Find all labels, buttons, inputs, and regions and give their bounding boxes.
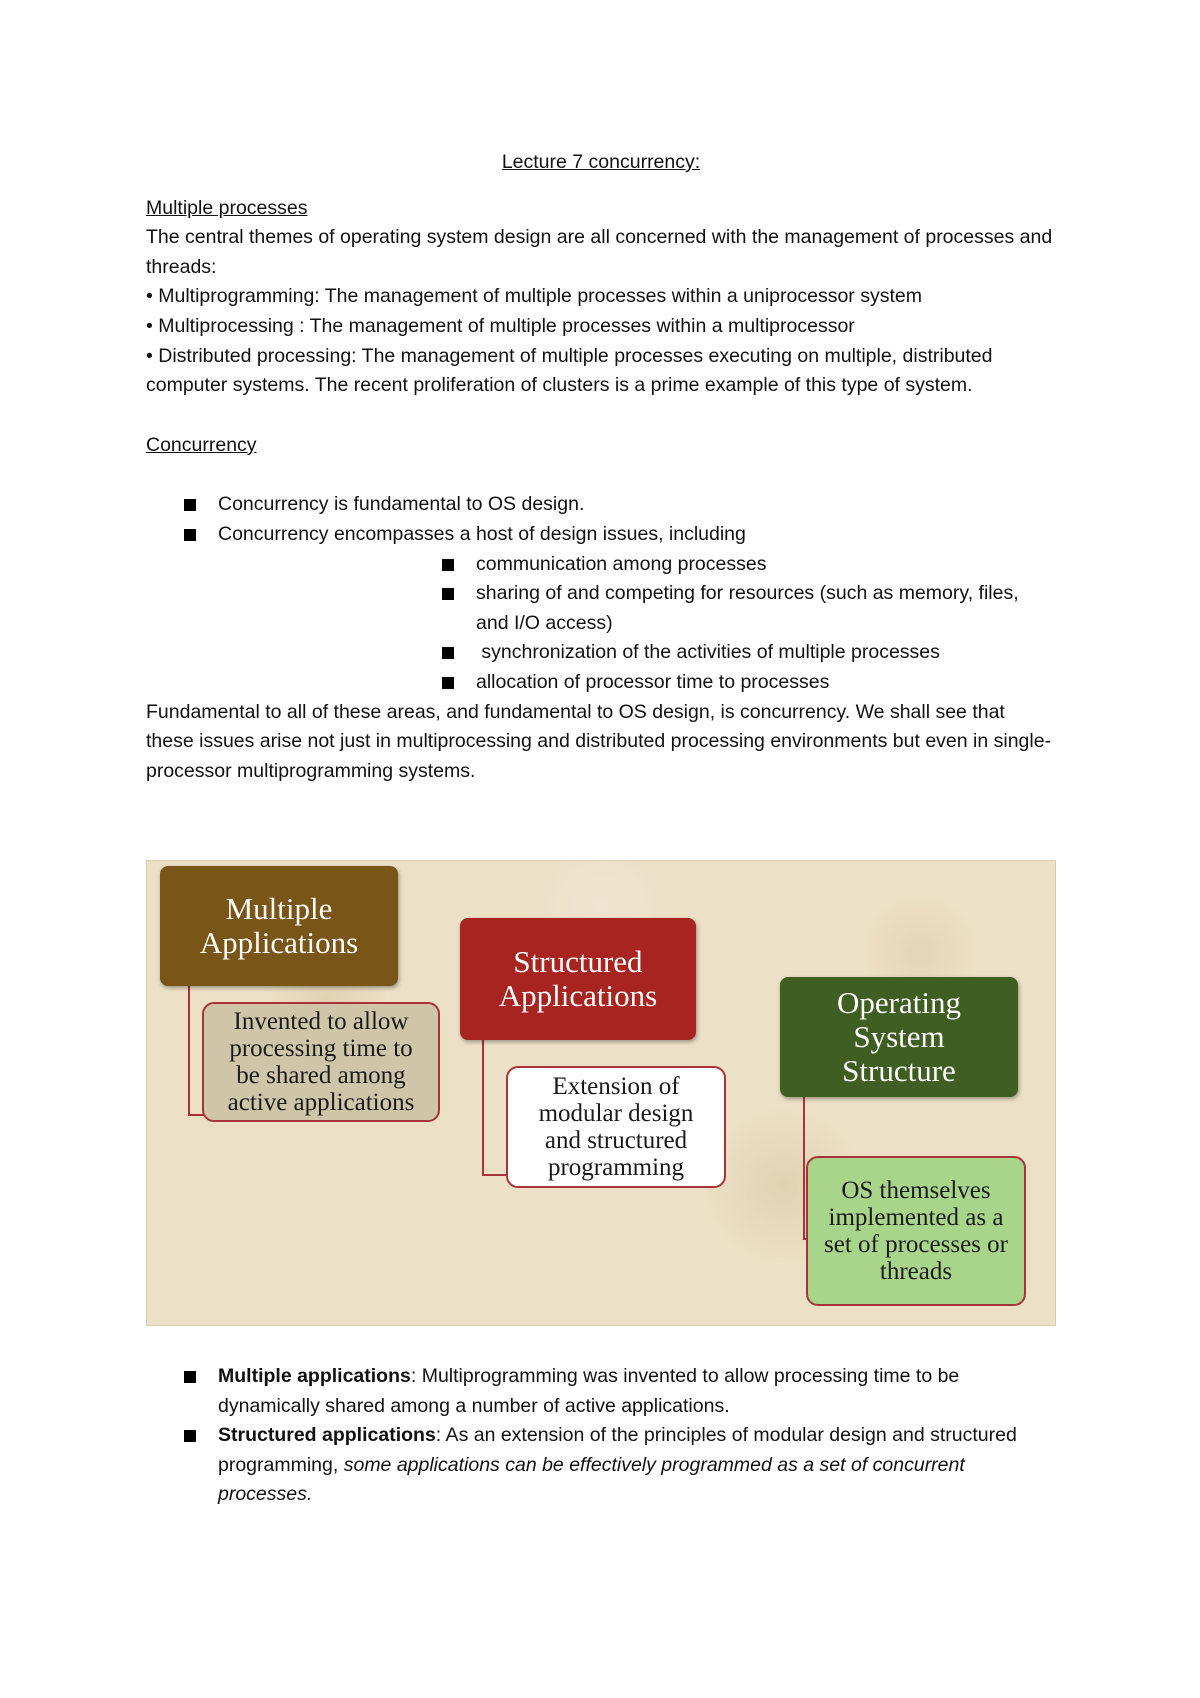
intro-paragraph: The central themes of operating system design are all concerned with the management of processes and threads: [146,226,1053,278]
bottom-bullet-list [146,1362,1056,1510]
list-item: Concurrency encompasses a host of design issues, including [146,520,1056,550]
section-heading-concurrency: Concurrency [146,433,257,456]
definition-text: : Multiprogramming was invented to allow processing time to be dynamically shared among a number of active applications. [218,1365,960,1417]
diagram-note-operating-system-structure: OS themselves implemented as a set of processes or threads [806,1156,1026,1306]
diagram-heading-operating-system-structure: Operating System Structure [780,977,1018,1097]
list-item: allocation of processor time to processes [440,668,1056,698]
summary-paragraph: Fundamental to all of these areas, and fundamental to OS design, is concurrency. We shall see that these issues arise not just in multiprocessing and distributed processing environments but even in single-processor multiprogramming systems. [146,700,1052,782]
list-item: synchronization of the activities of multiple processes [440,638,1056,668]
multiple-processes-section [146,194,1056,401]
diagram-heading-structured-applications: Structured Applications [460,918,696,1040]
section-heading-multiple-processes: Multiple processes [146,196,308,219]
list-item [146,1421,1056,1510]
connector-line [482,1038,508,1176]
document-page [146,148,1056,786]
bullet-multiprocessing: • Multiprocessing : The management of multiple processes within a multiprocessor [146,314,855,337]
list-item: sharing of and competing for resources (such as memory, files, and I/O access) [440,579,1056,638]
diagram-note-structured-applications: Extension of modular design and structured programming [506,1066,726,1188]
definition-text: : As an extension of the principles of modular design and structured programming, [218,1424,1017,1476]
page-title: Lecture 7 concurrency: [501,151,701,173]
list-item [146,1362,1056,1421]
concurrency-section [146,431,1056,787]
term-structured-applications: Structured applications [218,1424,436,1447]
diagram-note-multiple-applications: Invented to allow processing time to be shared among active applications [202,1002,440,1122]
definition-italic-text: some applications can be effectively programmed as a set of concurrent processes. [218,1453,965,1506]
concurrency-bullet-list [146,490,1056,549]
list-item: Concurrency is fundamental to OS design. [146,490,1056,520]
design-issues-list [146,550,1056,698]
diagram-heading-multiple-applications: Multiple Applications [160,866,398,986]
document-page-continued [146,1362,1056,1510]
bullet-multiprogramming: • Multiprogramming: The management of multiple processes within a uniprocessor system [146,285,922,308]
bullet-distributed-processing: • Distributed processing: The management of multiple processes executing on multiple, distributed computer systems. The recent proliferation of clusters is a prime example of this type of system. [146,344,993,397]
concurrency-contexts-diagram [146,860,1056,1326]
term-multiple-applications: Multiple applications [218,1365,411,1387]
list-item: communication among processes [440,550,1056,580]
